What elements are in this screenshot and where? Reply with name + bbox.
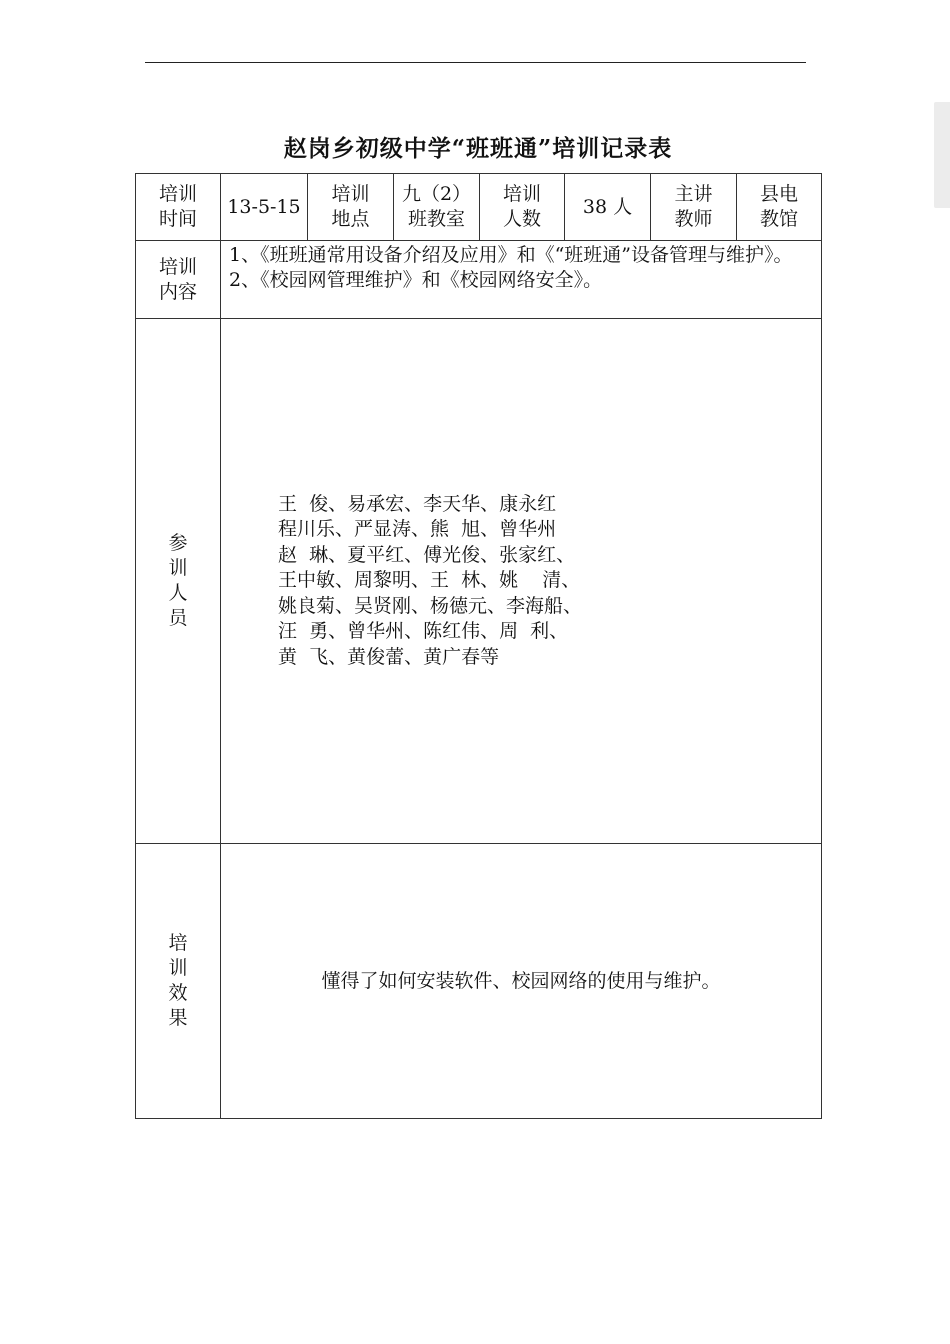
count-value: 38 人 — [565, 174, 651, 241]
place-value-line2: 班教室 — [407, 208, 465, 230]
time-label-line1: 培训 — [158, 183, 197, 205]
participants-line-2: 程川乐、严显涛、熊 旭、曾华州 — [278, 518, 557, 541]
participants-label-char-4: 员 — [168, 607, 188, 629]
table-row-participants — [136, 319, 822, 844]
participants-list — [221, 492, 821, 671]
teacher-label-line1: 主讲 — [674, 183, 713, 205]
participants-label-cell — [136, 319, 221, 844]
participants-label-char-3: 人 — [168, 582, 188, 604]
teacher-label-line2: 教师 — [674, 208, 713, 230]
effect-label-char-1: 培 — [168, 932, 188, 954]
time-label-cell — [136, 174, 221, 241]
participants-value-cell — [221, 319, 822, 844]
count-label-line1: 培训 — [502, 183, 541, 205]
place-label-line1: 培训 — [331, 183, 370, 205]
place-value-line1: 九（2） — [401, 183, 472, 205]
participants-line-5: 姚良菊、吴贤刚、杨德元、李海船、 — [278, 594, 583, 617]
table-row-basic-info — [136, 174, 822, 241]
place-value-cell — [394, 174, 480, 241]
participants-label-char-1: 参 — [168, 532, 188, 554]
effect-value: 懂得了如何安装软件、校园网络的使用与维护。 — [221, 844, 822, 1119]
content-line-1: 1、《班班通常用设备介绍及应用》和《“班班通”设备管理与维护》。 — [229, 244, 793, 266]
count-label-line2: 人数 — [502, 208, 541, 230]
side-scroll-tab — [934, 102, 950, 208]
participants-line-4: 王中敏、周黎明、王 林、姚 清、 — [278, 569, 581, 592]
place-label-cell — [308, 174, 394, 241]
participants-line-7: 黄 飞、黄俊蕾、黄广春等 — [278, 645, 500, 668]
training-record-table — [135, 173, 822, 1119]
participants-line-3: 赵 琳、夏平红、傅光俊、张家红、 — [278, 543, 576, 566]
page-title: 赵岗乡初级中学“班班通”培训记录表 — [283, 135, 673, 162]
time-label-line2: 时间 — [158, 208, 197, 230]
effect-label-cell — [136, 844, 221, 1119]
time-value: 13-5-15 — [221, 174, 308, 241]
participants-line-6: 汪 勇、曾华州、陈红伟、周 利、 — [278, 620, 569, 643]
effect-label-char-3: 效 — [168, 982, 188, 1004]
content-label-line2: 内容 — [158, 280, 197, 303]
count-label-cell — [480, 174, 565, 241]
place-label-line2: 地点 — [331, 208, 370, 230]
table-row-effect — [136, 844, 822, 1119]
content-label-line1: 培训 — [158, 255, 197, 278]
content-value-cell — [221, 241, 822, 319]
table-row-content — [136, 241, 822, 319]
header-rule — [145, 62, 806, 63]
teacher-value-line1: 县电 — [759, 183, 798, 205]
teacher-value-line2: 教馆 — [759, 208, 798, 230]
teacher-value-cell — [737, 174, 822, 241]
effect-label-char-4: 果 — [168, 1007, 188, 1029]
content-label-cell — [136, 241, 221, 319]
participants-line-1: 王 俊、易承宏、李天华、康永红 — [278, 492, 557, 515]
effect-label-char-2: 训 — [168, 957, 188, 979]
teacher-label-cell — [651, 174, 737, 241]
content-line-2: 2、《校园网管理维护》和《校园网络安全》。 — [229, 269, 603, 291]
participants-label-char-2: 训 — [168, 557, 188, 579]
